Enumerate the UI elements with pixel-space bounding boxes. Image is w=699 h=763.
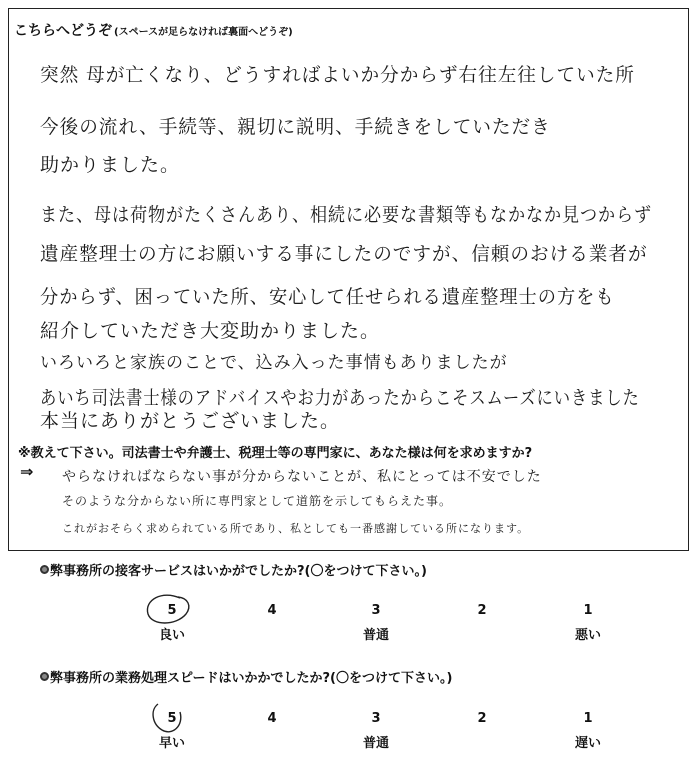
answer-arrow: ⇒: [20, 462, 34, 481]
answer-line: これがおそらく求められている所であり、私としても一番感謝している所になります。: [62, 522, 530, 535]
rating-option-2[interactable]: 2: [477, 711, 487, 726]
handwritten-line: 分からず、困っていた所、安心して任せられる遺産整理士の方をも: [40, 286, 615, 308]
rating-option-5[interactable]: 5: [167, 603, 177, 618]
rating-label-good: 良い: [158, 628, 185, 643]
rating-option-5[interactable]: 5: [167, 711, 177, 726]
circle-bullet-icon: [40, 565, 49, 574]
rating-option-3[interactable]: 3: [371, 711, 381, 726]
handwritten-line: 突然 母が亡くなり、どうすればよいか分からず右往左往していた所: [40, 64, 635, 86]
handwritten-line: 紹介していただき大変助かりました。: [40, 320, 381, 342]
comment-box-title-text: こちらへどうぞ: [14, 23, 112, 39]
rating-option-4[interactable]: 4: [267, 603, 277, 618]
comment-box-title: [14, 20, 293, 40]
rating-option-3[interactable]: 3: [371, 603, 381, 618]
answer-line: そのような分からない所に専門家として道筋を示してもらえた事。: [62, 494, 453, 508]
rating-label-bad: 悪い: [574, 628, 601, 643]
rating-label-slow: 遅い: [574, 736, 601, 751]
answer-line: やらなければならない事が分からないことが、私にとっては不安でした: [62, 469, 542, 485]
rating-label-average: 普通: [362, 628, 389, 643]
rating-label-average: 普通: [362, 736, 389, 751]
circle-bullet-icon: [40, 672, 49, 681]
handwritten-line: また、母は荷物がたくさんあり、相続に必要な書類等もなかなか見つからず: [40, 204, 653, 226]
rating-option-2[interactable]: 2: [477, 603, 487, 618]
comment-box-title-note: (スペースが足らなければ裏面へどうぞ): [114, 27, 293, 38]
handwritten-line: あいち司法書士様のアドバイスやお力があったからこそスムーズにいきました: [40, 387, 640, 409]
handwritten-line: 助かりました。: [40, 154, 181, 176]
survey-question-service: 弊事務所の接客サービスはいかがでしたか?(〇をつけて下さい。): [50, 564, 427, 579]
rating-label-fast: 早い: [158, 736, 185, 751]
handwritten-line: 今後の流れ、手続等、親切に説明、手続きをしていただき: [40, 116, 551, 138]
handwritten-line: 本当にありがとうございました。: [40, 410, 341, 432]
rating-option-4[interactable]: 4: [267, 711, 277, 726]
rating-option-1[interactable]: 1: [583, 603, 593, 618]
survey-question-speed: 弊事務所の業務処理スピードはいかかでしたか?(〇をつけて下さい。): [50, 671, 453, 686]
rating-option-1[interactable]: 1: [583, 711, 593, 726]
expert-question: ※教えて下さい。司法書士や弁護士、税理士等の専門家に、あなた様は何を求めますか?: [18, 446, 533, 461]
handwritten-line: 遺産整理士の方にお願いする事にしたのですが、信頼のおける業者が: [40, 243, 648, 265]
handwritten-line: いろいろと家族のことで、込み入った事情もありましたが: [40, 353, 508, 373]
